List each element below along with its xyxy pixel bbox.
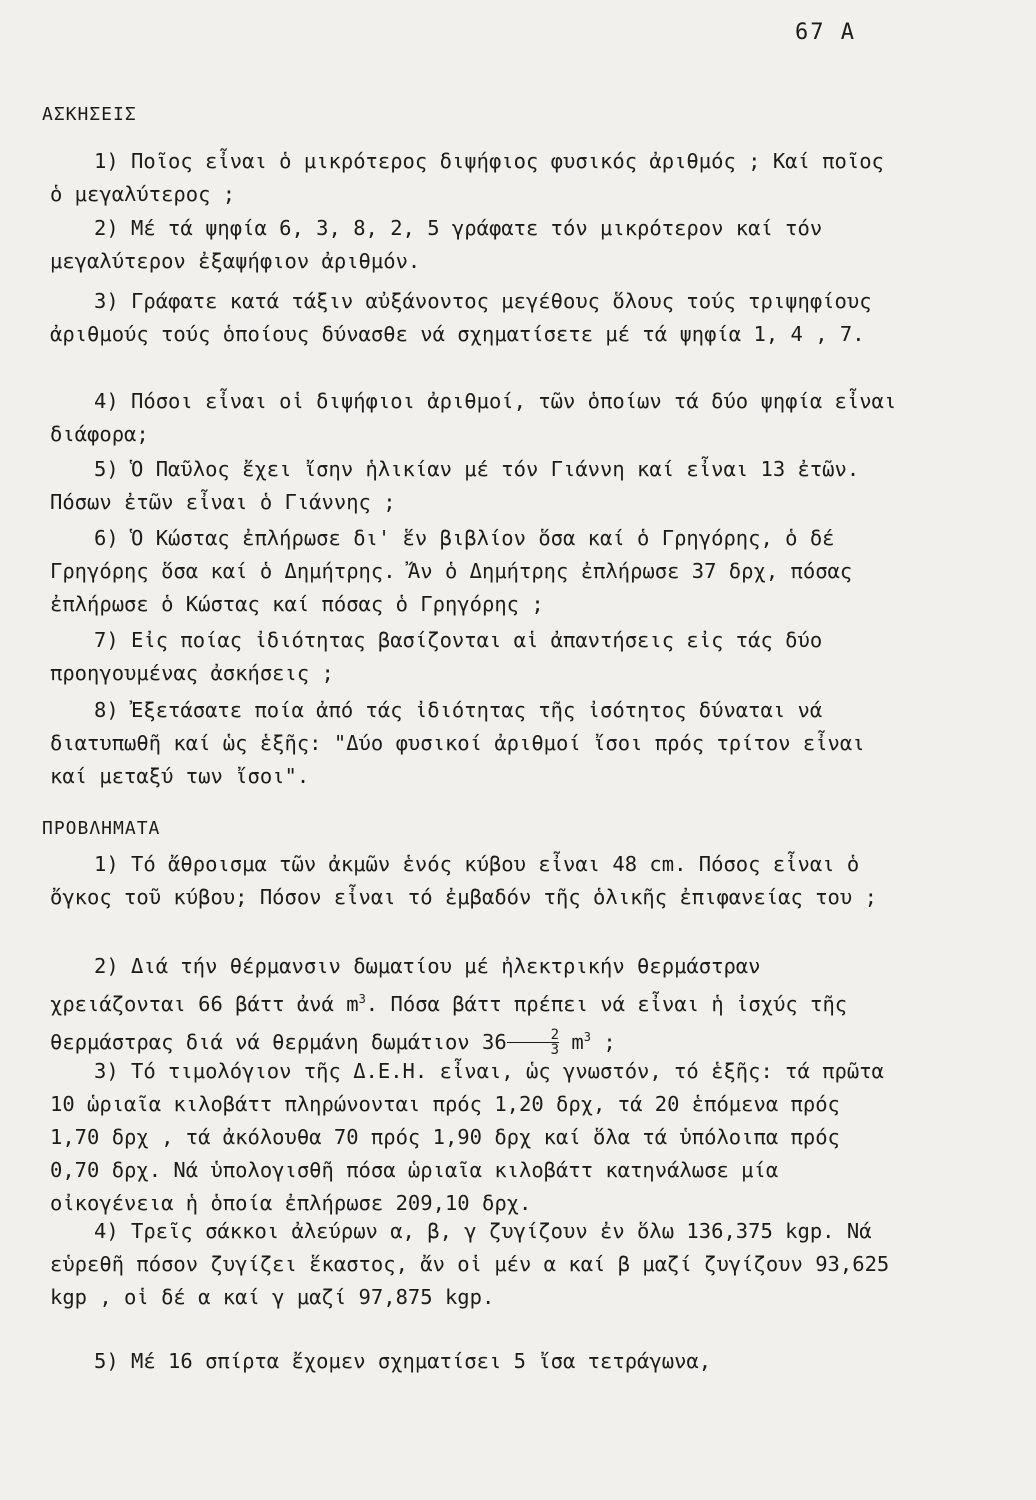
problem-number: 2) (94, 954, 119, 978)
exercise-number: 4) (94, 389, 119, 413)
problem-number: 4) (94, 1219, 119, 1243)
problem-number: 5) (94, 1349, 119, 1373)
problem-text: Τό ἄθροισμα τῶν ἀκμῶν ἑνός κύβου εἶναι 48 cm. Πόσος εἶναι ὁ ὄγκος τοῦ κύβου; Πόσον εἶναι τό ἐμβαδόν τῆς ὁλικῆς ἐπιφανείας του ; (50, 852, 877, 909)
superscript: 3 (358, 992, 366, 1006)
exercise-5 (50, 453, 900, 519)
exercise-number: 3) (94, 289, 119, 313)
exercise-3 (50, 285, 900, 351)
exercise-text: Ἐξετάσατε ποία ἀπό τάς ἰδιότητας τῆς ἰσότητος δύναται νά διατυπωθῆ καί ὡς ἑξῆς: "Δύο φυσικοί ἀριθμοί ἴσοι πρός τρίτον εἶναι καί μεταξύ των ἴσοι". (50, 698, 865, 788)
exercise-text: Πόσοι εἶναι οἱ διψήφιοι ἀριθμοί, τῶν ὁποίων τά δύο ψηφία εἶναι διάφορα; (50, 389, 897, 446)
problem-3 (50, 1055, 900, 1220)
problem-number: 1) (94, 852, 119, 876)
problem-text: Τρεῖς σάκκοι ἀλεύρων α, β, γ ζυγίζουν ἐν ὅλω 136,375 kgp. Νά εὑρεθῆ πόσον ζυγίζει ἕκαστος, ἄν οἱ μέν α καί β μαζί ζυγίζουν 93,625 kgp , οἱ δέ α καί γ μαζί 97,875 kgp. (50, 1219, 890, 1309)
exercise-6 (50, 522, 900, 621)
problem-text-c: m (559, 1029, 584, 1054)
fraction-numerator: 2 (550, 1027, 560, 1044)
exercise-text: Ὁ Παῦλος ἔχει ἴσην ἡλικίαν μέ τόν Γιάννη καί εἶναι 13 ἐτῶν. Πόσων ἐτῶν εἶναι ὁ Γιάννης ; (50, 457, 860, 514)
fraction (507, 1028, 559, 1057)
problem-text-b: . Πόσα βάττ πρέπει νά εἶναι ἡ ἰσχύς τῆς θερμάστρας διά νά θερμάνη δωμάτιον 36 (50, 991, 848, 1054)
exercise-text: Ὁ Κώστας ἐπλήρωσε δι' ἕν βιβλίον ὅσα καί ὁ Γρηγόρης, ὁ δέ Γρηγόρης ὅσα καί ὁ Δημήτρης. Ἄν ὁ Δημήτρης ἐπλήρωσε 37 δρχ, πόσας ἐπλήρωσε ὁ Κώστας καί πόσας ὁ Γρηγόρης ; (50, 526, 853, 616)
problem-5 (50, 1345, 900, 1378)
exercise-text: Εἰς ποίας ἰδιότητας βασίζονται αἱ ἀπαντήσεις εἰς τάς δύο προηγουμένας ἀσκήσεις ; (50, 628, 823, 685)
exercise-1 (50, 145, 900, 211)
exercise-2 (50, 212, 900, 278)
problem-2 (50, 950, 900, 1059)
exercise-number: 6) (94, 526, 119, 550)
exercise-7 (50, 624, 900, 690)
problem-4 (50, 1215, 900, 1314)
fraction-denominator: 3 (507, 1042, 559, 1057)
exercises-heading: ΑΣΚΗΣΕΙΣ (42, 104, 137, 125)
exercise-number: 2) (94, 216, 119, 240)
problem-number: 3) (94, 1059, 119, 1083)
exercise-text: Γράφατε κατά τάξιν αὐξάνοντος μεγέθους ὅλους τούς τριψηφίους ἀριθμούς τούς ὁποίους δύνασθε νά σχηματίσετε μέ τά ψηφία 1, 4 , 7. (50, 289, 872, 346)
superscript: 3 (583, 1029, 592, 1044)
problem-text-d: ; (591, 1029, 616, 1054)
exercise-number: 5) (94, 457, 119, 481)
problem-text: Μέ 16 σπίρτα ἔχομεν σχηματίσει 5 ἴσα τετράγωνα, (131, 1349, 712, 1373)
page-number: 67 A (795, 20, 856, 45)
exercise-number: 1) (94, 149, 119, 173)
problem-text-a: Διά τήν θέρμανσιν δωματίου μέ ἠλεκτρικήν θερμάστραν χρειάζονται 66 βάττ ἀνά m (50, 954, 761, 1016)
exercise-number: 7) (94, 628, 119, 652)
exercise-text: Μέ τά ψηφία 6, 3, 8, 2, 5 γράφατε τόν μικρότερον καί τόν μεγαλύτερον ἐξαψήφιον ἀριθμόν. (50, 216, 823, 273)
exercise-4 (50, 385, 900, 451)
problems-heading: ΠΡΟΒΛΗΜΑΤΑ (42, 818, 161, 839)
problem-1 (50, 848, 900, 914)
exercise-text: Ποῖος εἶναι ὁ μικρότερος διψήφιος φυσικός ἀριθμός ; Καί ποῖος ὁ μεγαλύτερος ; (50, 149, 884, 206)
exercise-number: 8) (94, 698, 119, 722)
exercise-8 (50, 694, 900, 793)
problem-text: Τό τιμολόγιον τῆς Δ.Ε.Η. εἶναι, ὡς γνωστόν, τό ἑξῆς: τά πρῶτα 10 ὡριαῖα κιλοβάττ πληρώνονται πρός 1,20 δρχ, τά 20 ἑπόμενα πρός 1,70 δρχ , τά ἀκόλουθα 70 πρός 1,90 δρχ καί ὅλα τά ὑπόλοιπα πρός 0,70 δρχ. Νά ὑπολογισθῆ πόσα ὡριαῖα κιλοβάττ κατηνάλωσε μία οἰκογένεια ἡ ὁποία ἐπλήρωσε 209,10 δρχ. (50, 1059, 884, 1215)
